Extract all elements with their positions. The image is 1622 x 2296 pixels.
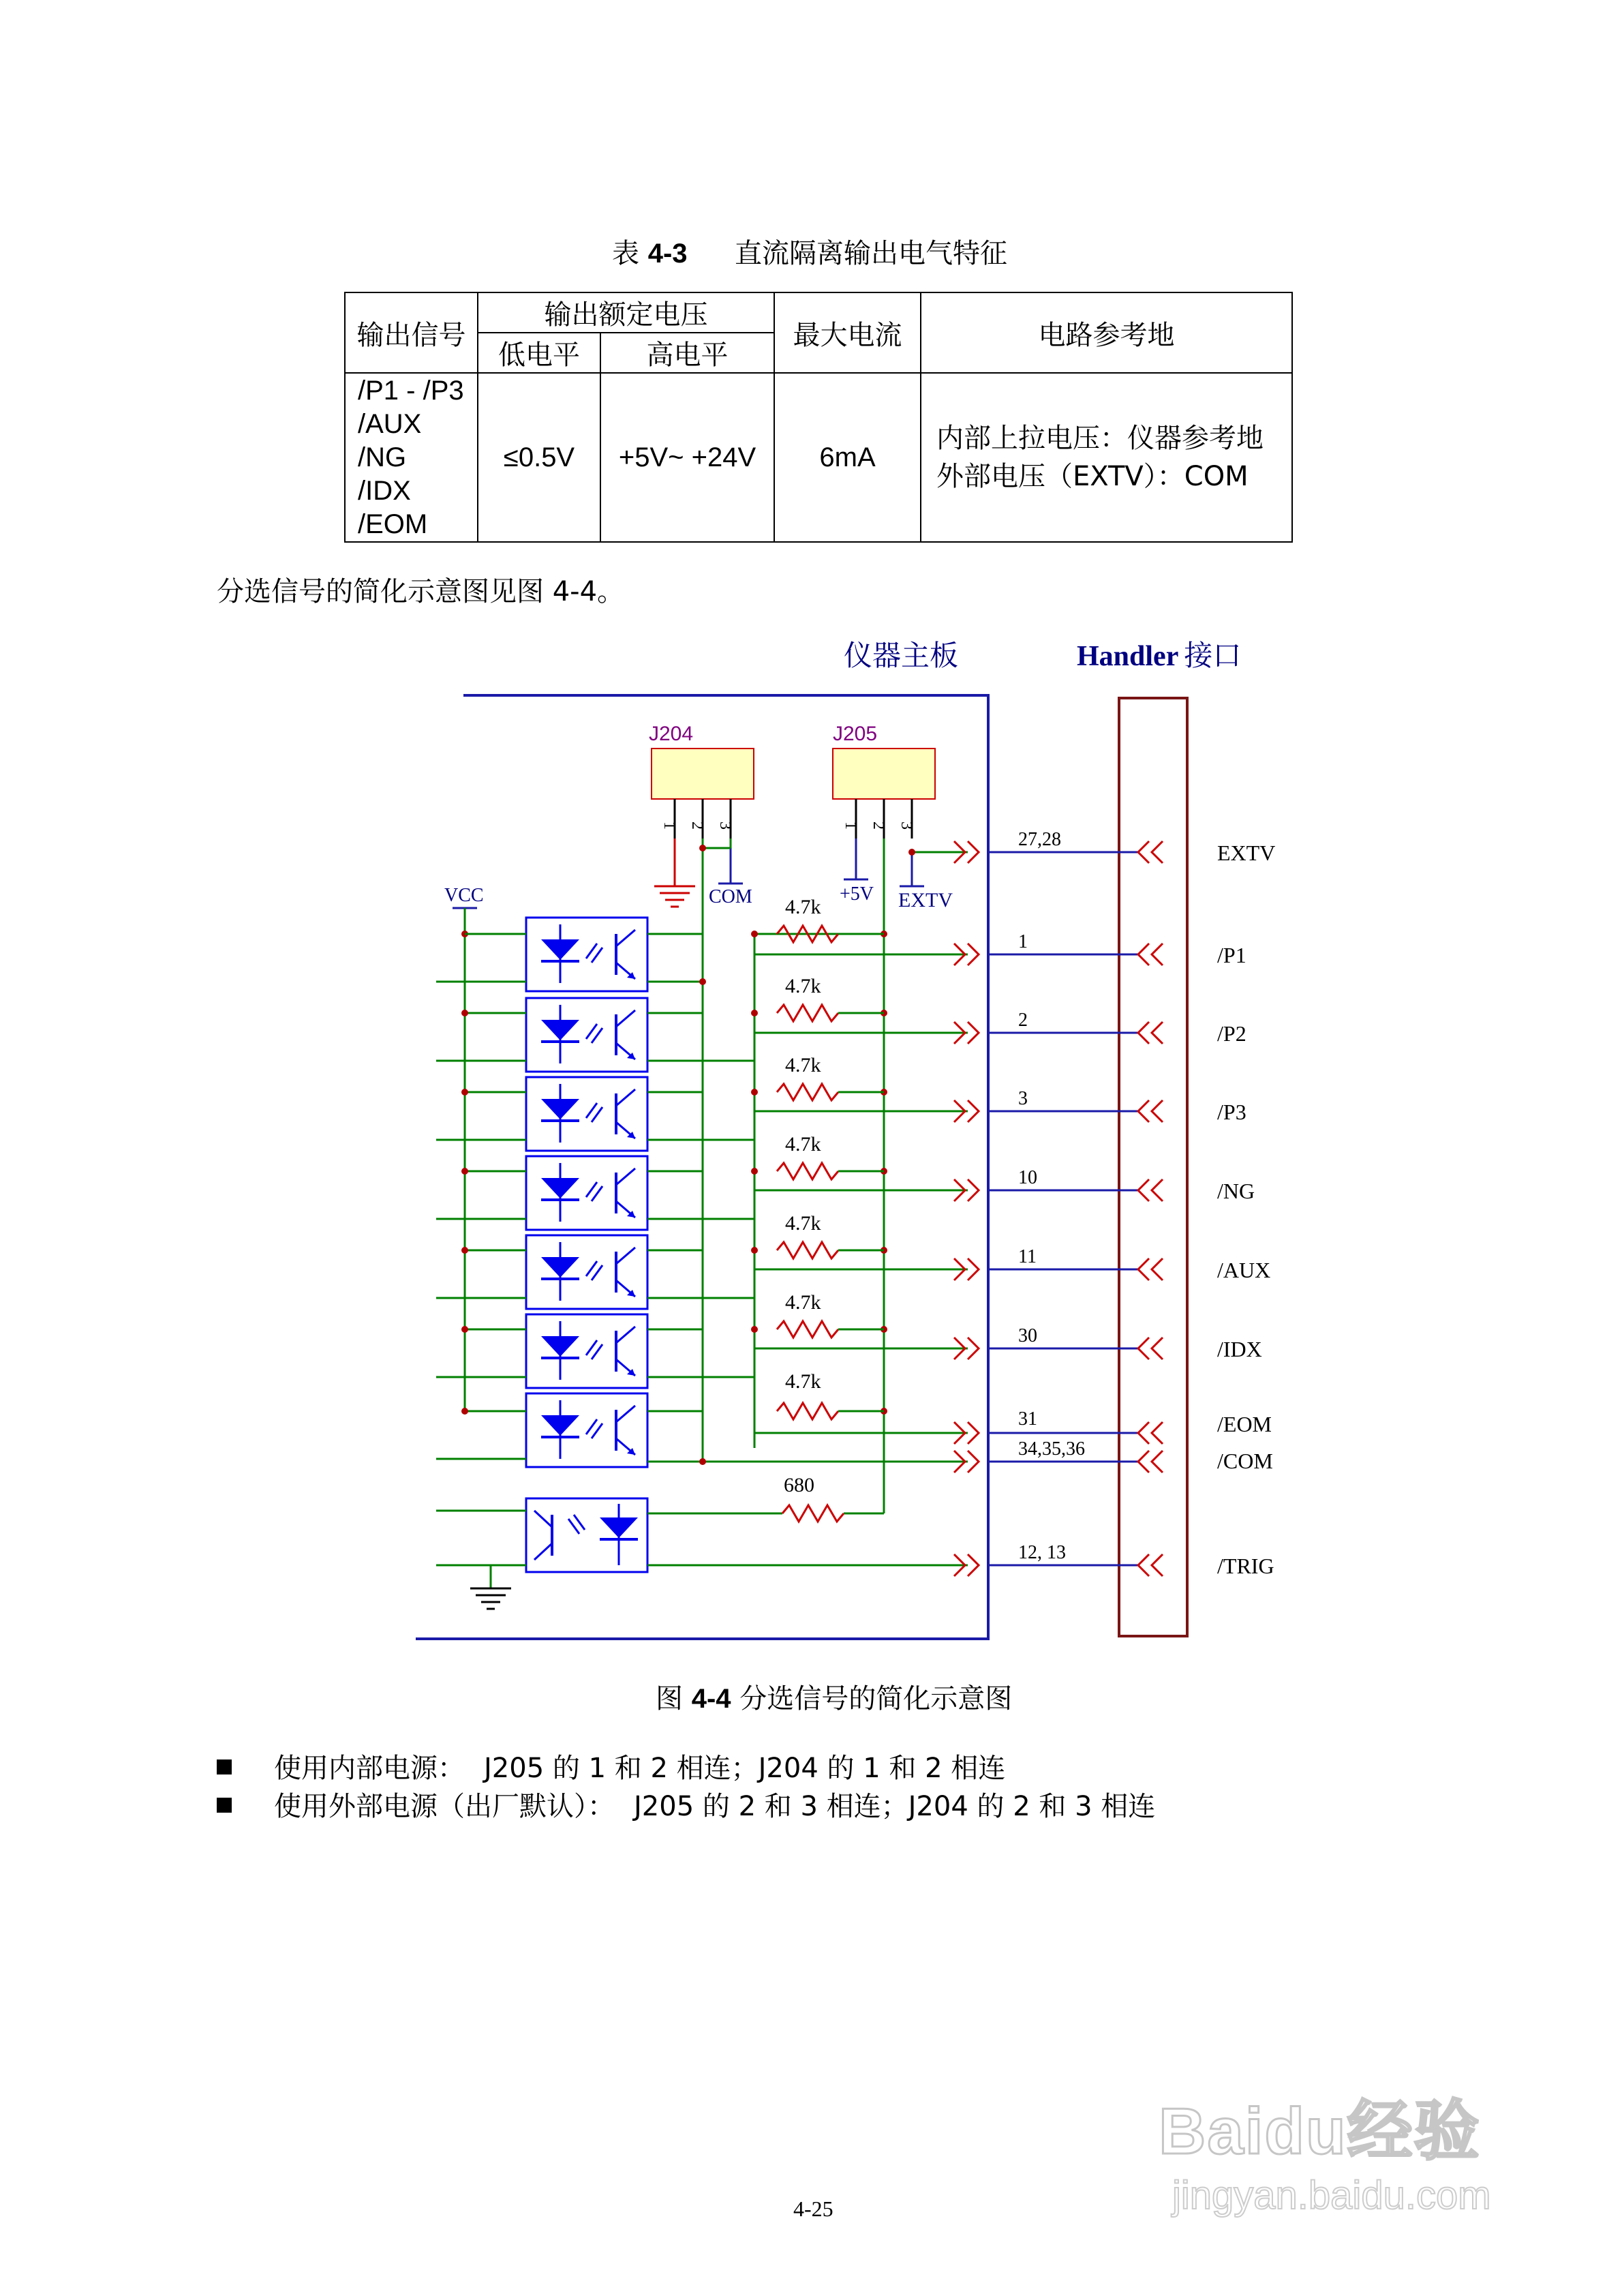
pin-number: 1 — [660, 821, 678, 830]
vcc-label: VCC — [444, 885, 484, 906]
signal-item: /EOM — [358, 509, 428, 539]
handler-connector-box — [1119, 698, 1187, 1636]
handler-signal-name: /P3 — [1217, 1100, 1246, 1124]
header-low-level: 低电平 — [478, 333, 600, 373]
header-high-level: 高电平 — [600, 333, 774, 373]
page-number: 4-25 — [793, 2196, 833, 2221]
handler-pin-number: 1 — [1018, 931, 1028, 952]
signal-item: /IDX — [358, 475, 411, 506]
handler-pin-number: 3 — [1018, 1088, 1028, 1109]
j205-jumper — [833, 749, 935, 799]
signal-item: /NG — [358, 442, 407, 472]
handler-signal-name: /EOM — [1217, 1412, 1272, 1436]
trigger-opto — [526, 1498, 647, 1572]
high-level-value: +5V~ +24V — [600, 373, 774, 542]
resistor-label: 4.7k — [785, 975, 821, 997]
bullet-item: 使用外部电源（出厂默认）： J205 的 2 和 3 相连；J204 的 2 和 3 相连 — [217, 1785, 1155, 1824]
plus5v-label: +5V — [840, 883, 874, 905]
header-max-current: 最大电流 — [774, 292, 921, 373]
handler-signal-name: /TRIG — [1217, 1554, 1274, 1578]
resistor-label: 4.7k — [785, 1133, 821, 1155]
board-label: 仪器主板 — [844, 639, 959, 672]
header-rated-voltage: 输出额定电压 — [478, 292, 774, 333]
figure-caption: 图 4-4 分选信号的简化示意图 — [656, 1683, 1013, 1715]
j204-label: J204 — [649, 723, 694, 745]
handler-pin-number: 30 — [1018, 1325, 1037, 1346]
extv-net-label: EXTV — [898, 889, 953, 911]
pin-number: 3 — [716, 821, 734, 830]
handler-pin-number: 11 — [1018, 1246, 1037, 1267]
handler-signal-name: EXTV — [1217, 841, 1276, 865]
baidu-brand: Baidu经验 — [1159, 2095, 1481, 2168]
handler-signal-name: /P1 — [1217, 943, 1246, 967]
table-caption: 表 4-3 直流隔离输出电气特征 — [612, 238, 1007, 269]
j204-jumper — [652, 749, 754, 799]
max-current-value: 6mA — [774, 373, 921, 542]
ground-symbol — [470, 1588, 511, 1609]
ground-symbol — [654, 839, 695, 907]
handler-signal-name: /AUX — [1217, 1258, 1271, 1282]
signal-item: /AUX — [358, 408, 422, 439]
handler-signal-name: /IDX — [1217, 1337, 1262, 1361]
resistor-label: 4.7k — [785, 1370, 821, 1393]
resistor-label: 4.7k — [785, 896, 821, 918]
bullet-item: 使用内部电源： J205 的 1 和 2 相连；J204 的 1 和 2 相连 — [217, 1747, 1005, 1785]
connector-arrows — [954, 841, 1163, 1576]
pin-number: 2 — [688, 821, 706, 830]
handler-pin-number: 12, 13 — [1018, 1542, 1066, 1563]
signal-item: /P1 - /P3 — [358, 375, 464, 406]
handler-pin-number: 10 — [1018, 1167, 1037, 1188]
baidu-url: jingyan.baidu.com — [1172, 2173, 1491, 2218]
resistor-label: 4.7k — [785, 1054, 821, 1076]
resistor-label: 4.7k — [785, 1291, 821, 1314]
bullet-square — [217, 1798, 232, 1813]
intro-text: 分选信号的简化示意图见图 4-4。 — [217, 576, 625, 607]
header-reference-ground: 电路参考地 — [921, 292, 1292, 373]
handler-signal-name: /NG — [1217, 1179, 1255, 1203]
low-level-value: ≤0.5V — [478, 373, 600, 542]
baidu-watermark — [1159, 2079, 1595, 2263]
handler-label: Handler 接口 — [1077, 639, 1242, 672]
handler-pin-number: 27,28 — [1018, 829, 1061, 850]
pin-number: 2 — [870, 821, 887, 830]
resistor-label-trig: 680 — [784, 1474, 814, 1496]
handler-pin-number: 2 — [1018, 1010, 1028, 1031]
handler-signal-name: /P2 — [1217, 1021, 1246, 1046]
handler-pin-number: 31 — [1018, 1408, 1037, 1430]
pin-number: 1 — [842, 821, 859, 830]
com-label: COM — [709, 886, 752, 907]
handler-signal-name: /COM — [1217, 1449, 1273, 1473]
handler-pin-number: 34,35,36 — [1018, 1438, 1085, 1460]
j205-label: J205 — [833, 723, 878, 745]
resistor-label: 4.7k — [785, 1212, 821, 1235]
bullet-square — [217, 1759, 232, 1774]
reference-ground-value: 内部上拉电压：仪器参考地 外部电压（EXTV）：COM — [921, 373, 1292, 542]
header-output-signal: 输出信号 — [345, 292, 478, 373]
pin-number: 3 — [898, 821, 915, 830]
